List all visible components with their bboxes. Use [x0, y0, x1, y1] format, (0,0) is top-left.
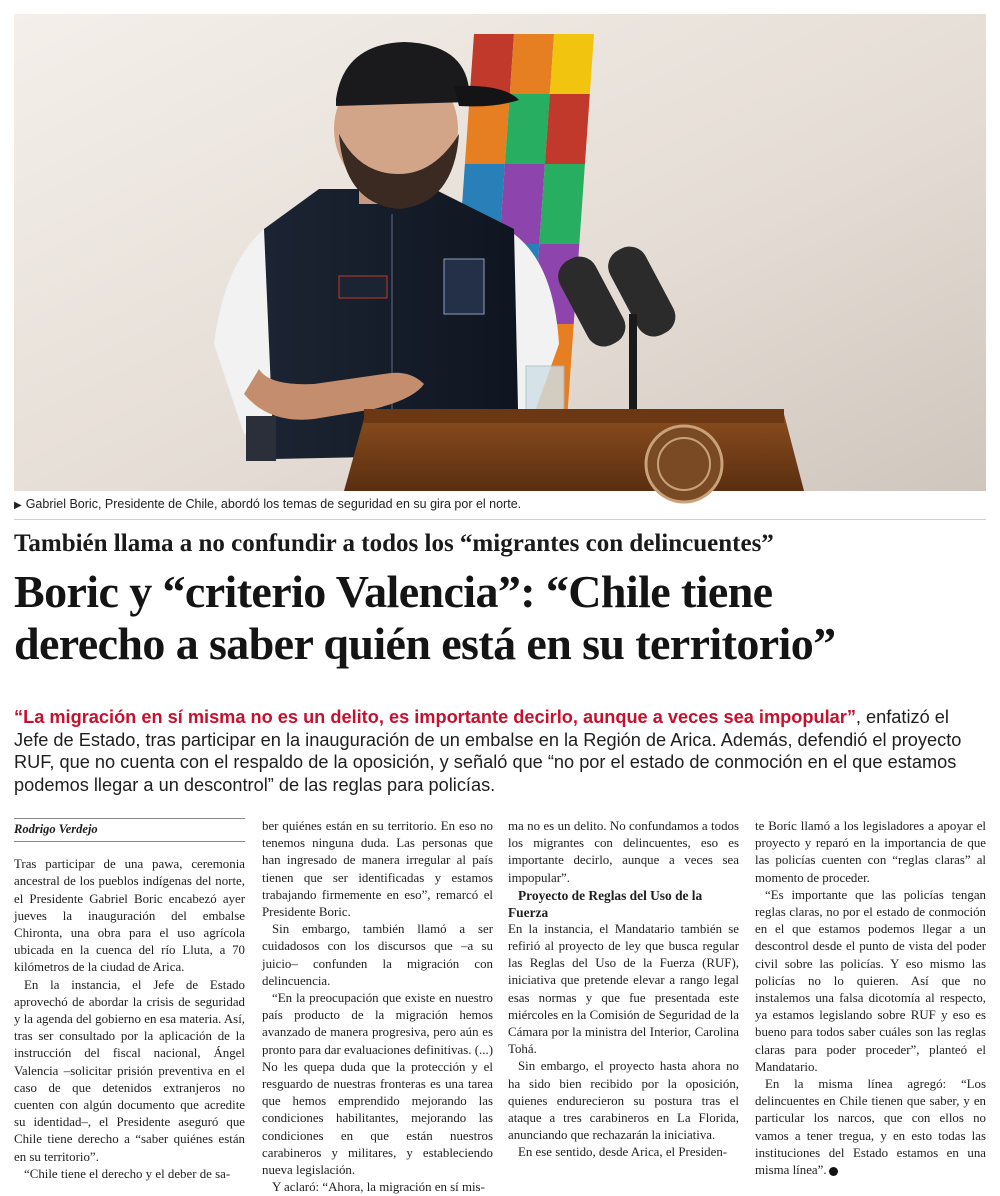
lead-quote: “La migración en sí misma no es un delito, es importante decirlo, aunque a veces sea impopular”: [14, 707, 856, 727]
body-column-4: [755, 818, 986, 1178]
paragraph: ber quiénes están en su territorio. En eso no tenemos ninguna duda. Las personas que han ingresado de manera irregular al país tienen que ser identificadas y estamos trabajando firmemente en eso”, remarcó el Presidente Boric.: [262, 819, 493, 920]
paragraph: “Es importante que las policías tengan reglas claras, no por el estado de conmoción en el que estamos podemos llegar a un descontrol desde el punto de vista del poder civil sobre las policías. Y eso mismo las policías no lo quieren. Así que no instalemos una falsa dicotomía al respecto, ya estamos legislando sobre RUF y eso es bueno para todos saber cuáles son las reglas claras para poder proceder”, planteó el Mandatario.: [755, 887, 986, 1074]
photo-boric-podium-icon: [14, 14, 986, 491]
paragraph: Y aclaró: “Ahora, la migración en sí mis-: [272, 1180, 485, 1195]
divider: [14, 519, 986, 520]
article-body: [14, 818, 986, 1195]
section-subhead: Proyecto de Reglas del Uso de la Fuerza: [508, 887, 703, 920]
lead-text: , enfatizó el Jefe de Estado, tras participar en la inauguración de un embalse en la Región de Arica. Además, defendió el proyecto RUF, que no cuenta con el respaldo de la oposición, y señaló que “no por el estado de conmoción en el que estamos podemos llegar a un descontrol” de las reglas para policías.: [14, 707, 962, 795]
body-column-3: [508, 818, 739, 1163]
paragraph: En ese sentido, desde Arica, el Presiden-: [518, 1145, 728, 1160]
paragraph: ma no es un delito. No confundamos a todos los migrantes con delincuentes, eso es importante decirlo, aunque a veces sea impopular”.: [508, 819, 739, 885]
paragraph: En la instancia, el Mandatario también se refirió al proyecto de ley que busca regular las Reglas del Uso de la Fuerza (RUF), iniciativa que pretende elevar a rango legal esas normas y que fue presentada este miércoles en la Comisión de Seguridad de la Cámara por la ministra del Interior, Carolina Tohá.: [508, 921, 739, 1057]
paragraph-text: En la misma línea agregó: “Los delincuentes en Chile tienen que saber, y en particular los narcos, que con ellos no vamos a tener tregua, y en esto todas las instituciones del Estado estamos en una misma línea”.: [755, 1077, 986, 1178]
body-column-1: [14, 818, 245, 1181]
paragraph: En la instancia, el Jefe de Estado aprovechó de abordar la crisis de seguridad y la agenda del gobierno en esa materia. Así, tras ser consultado por la aplicación de la instrucción del fiscal nacional, Ángel Valencia –solicitar prisión preventiva en el caso de que detenidos extranjeros no cuenten con algún documento que acredite su identidad–, el Presidente aseguró que Chile tiene derecho a “saber quiénes están en su territorio”.: [14, 977, 245, 1164]
caption-text: Gabriel Boric, Presidente de Chile, abordó los temas de seguridad en su gira por el norte.: [25, 497, 522, 511]
headline-line: derecho a saber quién está en su territorio”: [14, 618, 836, 669]
caption-arrow-icon: ▶: [14, 500, 22, 511]
end-of-article-icon: [829, 1167, 838, 1176]
paragraph: Sin embargo, el proyecto hasta ahora no ha sido bien recibido por la oposición, quienes endurecieron su postura tras el ataque a tres carabineros en La Florida, anunciando que rechazarán la iniciativa.: [508, 1059, 739, 1143]
article-headline: [14, 566, 986, 670]
article-kicker: También llama a no confundir a todos los “migrantes con delincuentes”: [14, 530, 774, 557]
headline-line: Boric y “criterio Valencia”: “Chile tiene: [14, 566, 773, 617]
article-lead: [14, 706, 986, 796]
paragraph: te Boric llamó a los legisladores a apoyar el proyecto y reparó en la importancia de que las policías cuenten con “reglas claras” al momento de proceder.: [755, 819, 986, 885]
byline: Rodrigo Verdejo: [14, 818, 245, 842]
paragraph: “Chile tiene el derecho y el deber de sa-: [24, 1166, 231, 1181]
body-column-2: [262, 818, 493, 1195]
paragraph: [755, 1076, 986, 1179]
photo-caption: [14, 496, 986, 514]
article-photo: [14, 14, 986, 491]
paragraph: Sin embargo, también llamó a ser cuidadosos con los discursos que –a su juicio– confunden la migración con delincuencia.: [262, 922, 493, 988]
paragraph: “En la preocupación que existe en nuestro país producto de la migración hemos avanzado de manera progresiva, pero aún es pronto para dar evaluaciones definitivas. (...) No les quepa duda que la protección y el resguardo de nuestras fronteras es una tarea que hemos emprendido mejorando las condiciones habilitantes, mejorando las condiciones en que están nuestros carabineros y militares, y estableciendo nueva legislación.: [262, 991, 493, 1178]
paragraph: Tras participar de una pawa, ceremonia ancestral de los pueblos indígenas del norte, el Presidente Gabriel Boric encabezó ayer jueves la inauguración del embalse Chironta, una obra para el uso agrícola ubicada en la cuenca del río Lluta, a 70 kilómetros de la ciudad de Arica.: [14, 857, 245, 975]
